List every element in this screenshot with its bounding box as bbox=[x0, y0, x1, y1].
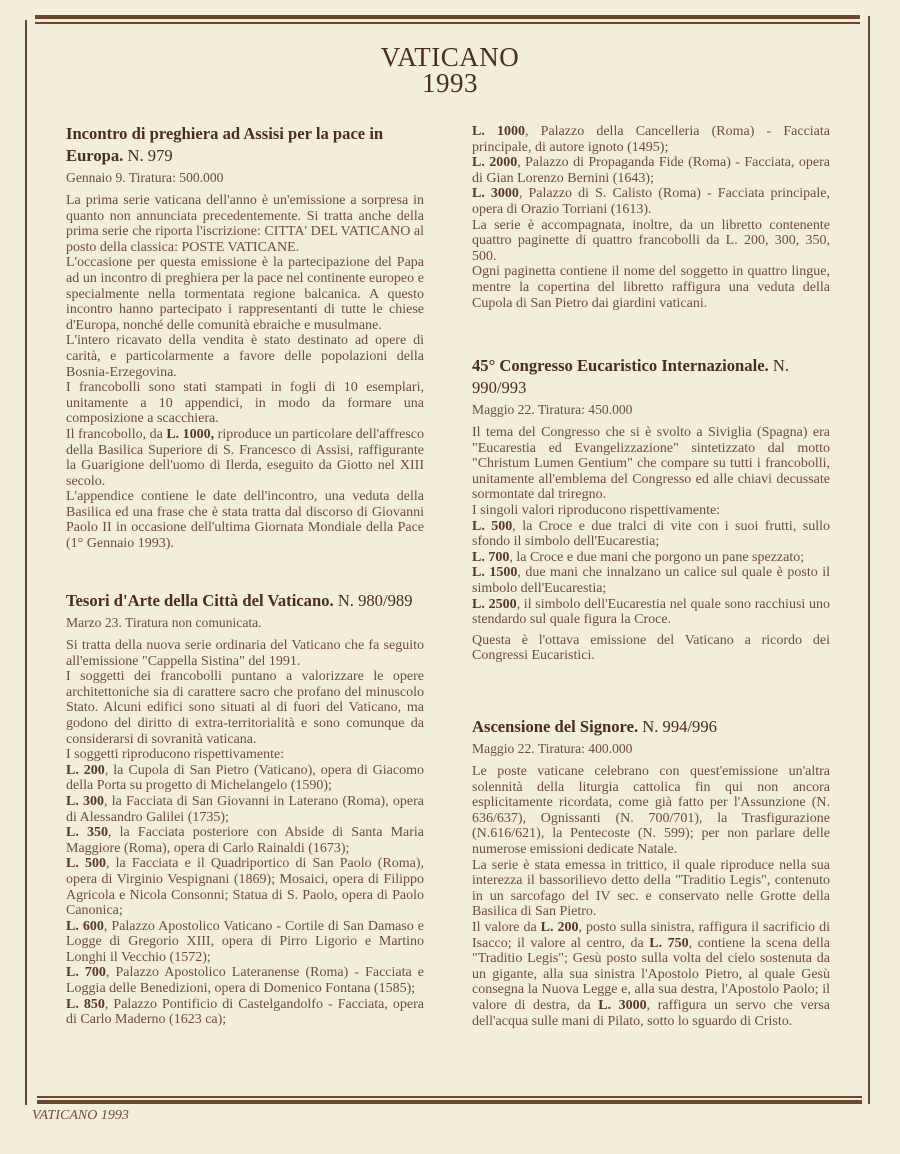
paragraph bbox=[66, 763, 424, 794]
stamp-issue-section bbox=[472, 124, 830, 311]
paragraph bbox=[66, 193, 424, 255]
stamp-issue-section bbox=[472, 716, 830, 1029]
paragraph bbox=[66, 638, 424, 669]
paragraph-text: , Palazzo di S. Calisto (Roma) - Facciata principale, opera di Orazio Torriani (1613). bbox=[472, 186, 830, 217]
paragraph-text: , Palazzo della Cancelleria (Roma) - Facciata principale, di autore ignoto (1495); bbox=[472, 124, 830, 155]
page-title-country: VATICANO bbox=[380, 42, 520, 72]
paragraph bbox=[472, 633, 830, 664]
paragraph bbox=[66, 380, 424, 427]
paragraph-text: Il tema del Congresso che si è svolto a Siviglia (Spagna) era "Eucarestia ed Evangelizzazione" sintetizzato dal motto "Christum Lumen Gentium" che compare su tutti i francobolli, unitamente all'emblema del Congresso ed alle chiavi decussate sormontate dal triregno. bbox=[472, 425, 830, 503]
paragraph bbox=[66, 856, 424, 918]
paragraph bbox=[472, 218, 830, 265]
stamp-value: L. 200 bbox=[66, 762, 105, 778]
paragraph-text: I francobolli sono stati stampati in fogli di 10 esemplari, unitamente a 10 appendici, in modo da formare una composizione a scacchiera. bbox=[66, 380, 424, 427]
paragraph-text: , raffigura un servo che versa dell'acqua sulle mani di Pilato, sotto lo sguardo di Cristo. bbox=[472, 997, 830, 1029]
stamp-issue-section bbox=[66, 590, 424, 1028]
paragraph-text: , la Facciata di San Giovanni in Laterano (Roma), opera di Alessandro Galilei (1735); bbox=[66, 793, 424, 825]
paragraph bbox=[66, 919, 424, 966]
issue-title-text: Incontro di preghiera ad Assisi per la pace in Europa. bbox=[66, 124, 384, 165]
paragraph-text: L'intero ricavato della vendita è stato destinato ad opere di carità, e particolarmente a favore delle popolazioni della Bosnia-Erzegovina. bbox=[66, 333, 424, 380]
paragraph-text: La serie è stata emessa in trittico, il quale riproduce nella sua interezza il bassorilievo detto della "Traditio Legis", contenuto in un sarcofago del IV sec. e conservato nelle Grotte della Basilica di San Pietro. bbox=[472, 857, 830, 920]
paragraph-text: L'occasione per questa emissione è la partecipazione del Papa ad un incontro di preghiera per la pace nel continente europeo e specialmente nella tormentata regione balcanica. A questo incontro hanno partecipato i rappresentanti di tutte le chiese d'Europa, nonché delle comunità ebraiche e musulmane. bbox=[66, 255, 424, 333]
paragraph bbox=[472, 155, 830, 186]
stamp-issue-section bbox=[472, 355, 830, 664]
paragraph bbox=[472, 519, 830, 550]
paragraph bbox=[66, 427, 424, 489]
stamp-value: L. 500 bbox=[472, 518, 513, 534]
paragraph-text: riproduce un particolare dell'affresco della Basilica Superiore di S. Francesco di Assisi, raffigurante la Guarigione dell'uomo di Ilerda, eseguito da Giotto nel XIII secolo. bbox=[66, 426, 424, 489]
stamp-value: L. 850 bbox=[66, 996, 105, 1012]
stamp-value: L. 350 bbox=[66, 825, 108, 841]
paragraph-text: Questa è l'ottava emissione del Vaticano a ricordo dei Congressi Eucaristici. bbox=[472, 632, 830, 664]
paragraph-text: , contiene la scena della "Traditio Legis"; Gesù posto sulla volta del cielo sostenuta da un gigante, alla sua sinistra l'Apostolo Pietro, al quale Gesù consegna la Nuova Legge e, alla sua destra, l'Apostolo Paolo; il valore di destra, da bbox=[472, 935, 830, 1013]
issue-title-text: Ascensione del Signore. bbox=[472, 717, 639, 736]
issue-number: N. 994/996 bbox=[642, 717, 717, 736]
issue-number: N. 990/993 bbox=[472, 356, 789, 397]
right-border-line bbox=[868, 16, 870, 1104]
stamp-value: L. 1500 bbox=[472, 565, 518, 581]
paragraph-text: L'appendice contiene le date dell'incontro, una veduta della Basilica ed una frase che è stata tratta dal discorso di Giovanni Paolo II in occasione dell'ultima Giornata Mondiale della Pace (1° Gennaio 1993). bbox=[66, 489, 424, 552]
paragraph bbox=[472, 920, 830, 1029]
paragraph-text: , la Croce e due mani che porgono un pane spezzato; bbox=[509, 549, 805, 565]
paragraph bbox=[66, 333, 424, 380]
paragraph-text: , due mani che innalzano un calice sul quale è posto il simbolo dell'Eucarestia; bbox=[472, 565, 830, 596]
paragraph-text: Il valore da bbox=[472, 919, 541, 935]
stamp-value: L. 750 bbox=[649, 935, 689, 951]
paragraph-text: Le poste vaticane celebrano con quest'emissione un'altra solennità della liturgia cattolica fin qui non ancora esplicitamente ricordata, come già fatto per l'Assunzione (N. 636/637), Ognissanti (N. 700/701), la Trasfigurazione (N.616/621), la Pentecoste (N. 599); per non parlare delle numerose emissioni dedicate Natale. bbox=[472, 764, 830, 857]
paragraph bbox=[66, 965, 424, 996]
paragraph-text: La prima serie vaticana dell'anno è un'emissione a sorpresa in quanto non annunciata precedentemente. Si tratta anche della prima serie che riporta l'iscrizione: CITTA' DEL VATICANO al posto della classica: POSTE VATICANE. bbox=[66, 193, 424, 255]
bottom-rule-thick bbox=[37, 1100, 862, 1104]
stamp-value: L. 3000 bbox=[598, 997, 647, 1013]
top-rule-thick bbox=[35, 15, 860, 19]
paragraph-text: I soggetti riproducono rispettivamente: bbox=[66, 747, 285, 763]
stamp-value: L. 600 bbox=[66, 918, 104, 934]
paragraph bbox=[472, 858, 830, 920]
stamp-value: L. 700 bbox=[66, 965, 106, 981]
paragraph bbox=[472, 503, 830, 519]
paragraph bbox=[66, 747, 424, 763]
stamp-value: L. 500 bbox=[66, 856, 106, 872]
issue-title bbox=[66, 590, 424, 612]
paragraph-text: , posto sulla sinistra, raffigura il sacrificio di Isacco; il valore al centro, da bbox=[472, 919, 830, 951]
paragraph-text: , la Facciata posteriore con Abside di Santa Maria Maggiore (Roma), opera di Carlo Rainaldi (1673); bbox=[66, 825, 424, 856]
paragraph-text: , la Facciata e il Quadriportico di San Paolo (Roma), opera di Virginio Vespignani (1869); Mosaici, opera di Filippo Agricola e Nicola Consonni; Statua di S. Paolo, opera di Paolo Canonica; bbox=[66, 856, 425, 919]
paragraph-text: , il simbolo dell'Eucarestia nel quale sono racchiusi uno stendardo sul quale figura la Croce. bbox=[472, 596, 831, 628]
paragraph bbox=[66, 489, 424, 551]
issue-date-print-run: Gennaio 9. Tiratura: 500.000 bbox=[66, 170, 224, 185]
issue-date-print-run: Maggio 22. Tiratura: 450.000 bbox=[472, 402, 633, 417]
left-border-line bbox=[25, 20, 27, 1105]
paragraph bbox=[472, 565, 830, 596]
bottom-rule-thin bbox=[37, 1096, 862, 1098]
stamp-value: L. 200 bbox=[540, 919, 579, 935]
paragraph-text: , Palazzo Apostolico Vaticano - Cortile di San Damaso e Logge di Gregorio XIII, opera di Pirro Ligorio e Martino Longhi il Vecchio (1572); bbox=[66, 918, 424, 965]
issue-title bbox=[472, 716, 830, 738]
paragraph bbox=[66, 794, 424, 825]
paragraph-text: , Palazzo Apostolico Lateranense (Roma) - Facciata e Loggia delle Benedizioni, opera di Domenico Fontana (1585); bbox=[66, 965, 424, 997]
paragraph bbox=[66, 669, 424, 747]
paragraph bbox=[472, 425, 830, 503]
paragraph-text: Ogni paginetta contiene il nome del soggetto in quattro lingue, mentre la copertina del libretto raffigura una veduta della Cupola di San Pietro dai giardini vaticani. bbox=[472, 264, 830, 311]
paragraph-text: , Palazzo Pontificio di Castelgandolfo - Facciata, opera di Carlo Maderno (1623 ca); bbox=[66, 996, 424, 1028]
paragraph bbox=[472, 764, 830, 858]
stamp-value: L. 2000 bbox=[472, 155, 518, 171]
paragraph-text: Si tratta della nuova serie ordinaria del Vaticano che fa seguito all'emissione "Cappella Sistina" del 1991. bbox=[66, 638, 424, 669]
paragraph-text: I soggetti dei francobolli puntano a valorizzare le opere architettoniche sia di carattere sacro che profano del minuscolo Stato. Alcuni edifici sono situati al di fuori del Vaticano, ma godono del diritto di extra-territorialità e sono comunque da considerarsi di sovranità vaticana. bbox=[66, 669, 424, 747]
paragraph-text: , la Cupola di San Pietro (Vaticano), opera di Giacomo della Porta su progetto di Michelangelo (1590); bbox=[66, 762, 424, 794]
paragraph bbox=[66, 255, 424, 333]
paragraph bbox=[66, 997, 424, 1028]
issue-number: N. 979 bbox=[127, 146, 173, 165]
stamp-issue-section bbox=[66, 123, 424, 552]
paragraph bbox=[66, 825, 424, 856]
paragraph-text: , la Croce e due tralci di vite con i suoi frutti, sullo sfondo il simbolo dell'Eucarestia; bbox=[472, 518, 830, 550]
issue-title-text: Tesori d'Arte della Città del Vaticano. bbox=[66, 591, 334, 610]
issue-title-text: 45° Congresso Eucaristico Internazionale. bbox=[472, 356, 769, 375]
issue-date-print-run: Marzo 23. Tiratura non comunicata. bbox=[66, 615, 262, 630]
stamp-value: L. 1000, bbox=[166, 426, 215, 442]
issue-title bbox=[66, 123, 424, 167]
stamp-value: L. 2500 bbox=[472, 596, 517, 612]
issue-date-print-run: Maggio 22. Tiratura: 400.000 bbox=[472, 741, 633, 756]
page-footer: VATICANO 1993 bbox=[32, 1108, 129, 1123]
paragraph-text: La serie è accompagnata, inoltre, da un libretto contenente quattro paginette di quattro francobolli da L. 200, 300, 350, 500. bbox=[472, 217, 830, 264]
stamp-value: L. 1000 bbox=[472, 124, 525, 139]
paragraph bbox=[472, 264, 830, 311]
paragraph-text: I singoli valori riproducono rispettivamente: bbox=[472, 502, 721, 518]
stamp-value: L. 3000 bbox=[472, 186, 519, 202]
stamp-value: L. 300 bbox=[66, 793, 105, 809]
page-title-year: 1993 bbox=[422, 68, 478, 98]
paragraph-text: , Palazzo di Propaganda Fide (Roma) - Facciata, opera di Gian Lorenzo Bernini (1643); bbox=[472, 155, 830, 186]
paragraph bbox=[472, 186, 830, 217]
page-title bbox=[0, 44, 900, 96]
paragraph-text: Il francobollo, da bbox=[66, 426, 167, 442]
paragraph bbox=[472, 124, 830, 155]
stamp-value: L. 700 bbox=[472, 549, 510, 565]
top-rule-thin bbox=[35, 22, 860, 24]
paragraph bbox=[472, 597, 830, 628]
issue-title bbox=[472, 355, 830, 399]
paragraph bbox=[472, 550, 830, 566]
issue-number: N. 980/989 bbox=[337, 591, 413, 610]
